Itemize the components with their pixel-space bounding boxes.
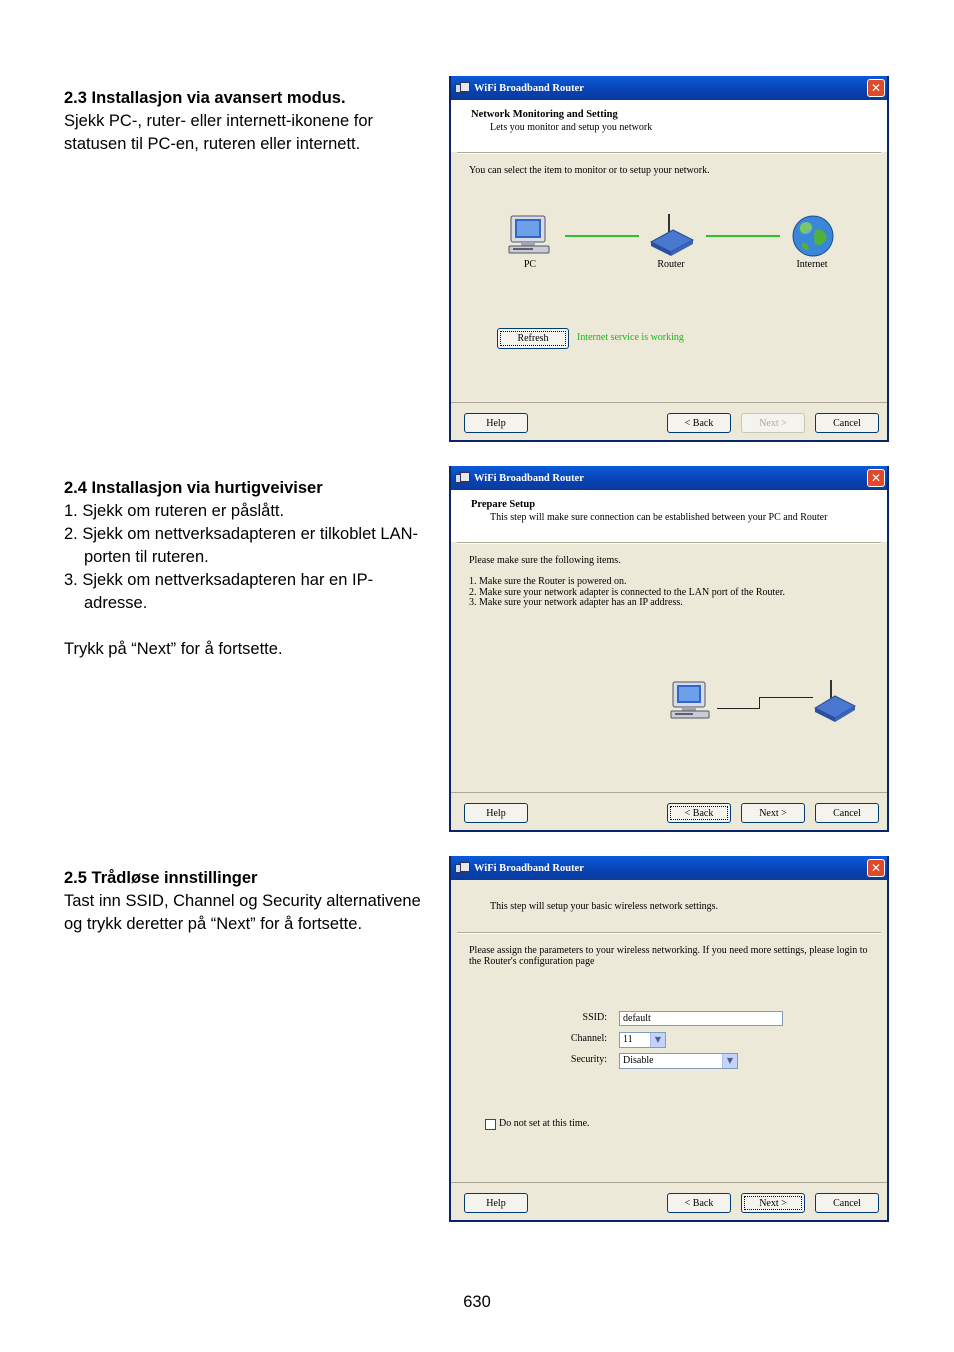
cable-line [717, 708, 760, 709]
divider [457, 542, 881, 544]
cable-line [759, 697, 760, 709]
section-footer: Trykk på “Next” for å fortsette. [64, 640, 283, 658]
cancel-button[interactable]: Cancel [815, 803, 879, 823]
next-button[interactable]: Next > [741, 803, 805, 823]
next-button[interactable]: Next > [741, 413, 805, 433]
intro-line: Please assign the parameters to your wireless networking. If you need more settings, please login to [469, 945, 868, 956]
header-title: Network Monitoring and Setting [471, 109, 618, 120]
cancel-button[interactable]: Cancel [815, 1193, 879, 1213]
check-list [469, 577, 785, 609]
wizard-header [451, 490, 887, 542]
header-subtitle: This step will setup your basic wireless network settings. [490, 901, 719, 912]
page-number: 630 [463, 1293, 491, 1311]
divider [451, 1182, 887, 1183]
section-2-5 [64, 867, 434, 936]
divider [457, 932, 881, 934]
title-bar[interactable] [451, 466, 887, 490]
list-item: 2. Make sure your network adapter is connected to the LAN port of the Router. [469, 586, 786, 598]
intro-line: the Router's configuration page [469, 955, 595, 967]
intro-text: You can select the item to monitor or to setup your network. [469, 165, 710, 176]
globe-icon[interactable] [791, 214, 835, 258]
app-icon [455, 472, 469, 484]
list-item: 1. Sjekk om ruteren er påslått. [64, 502, 285, 520]
refresh-button[interactable]: Refresh [497, 328, 569, 349]
divider [451, 402, 887, 403]
skip-checkbox-label: Do not set at this time. [499, 1118, 590, 1129]
section-body: Sjekk PC-, ruter- eller internett-ikonene for statusen til PC-en, ruteren eller internett. [64, 112, 374, 153]
list-item: 3. Make sure your network adapter has an IP address. [469, 597, 683, 608]
security-label: Security: [570, 1054, 607, 1065]
ssid-label: SSID: [582, 1012, 607, 1023]
dialog-wireless-settings [449, 856, 889, 1222]
header-subtitle: This step will make sure connection can be established between your PC and Router [490, 512, 828, 523]
channel-select[interactable] [619, 1032, 666, 1048]
help-button[interactable]: Help [464, 413, 528, 433]
list-item: 3. Sjekk om nettverksadapteren har en IP-adresse. [64, 571, 374, 612]
close-button[interactable] [867, 859, 885, 877]
window-title: WiFi Broadband Router [474, 82, 584, 94]
dialog-prepare-setup [449, 466, 889, 832]
section-heading: 2.4 Installasjon via hurtigveiviser [64, 479, 323, 497]
intro-text: Please make sure the following items. [469, 555, 621, 566]
section-2-4 [64, 477, 434, 661]
list-item: 1. Make sure the Router is powered on. [469, 576, 627, 587]
cancel-button[interactable]: Cancel [815, 413, 879, 433]
header-subtitle: Lets you monitor and setup you network [490, 122, 653, 133]
chevron-down-icon[interactable]: ▼ [722, 1054, 737, 1068]
back-button[interactable]: < Back [667, 803, 731, 823]
window-title: WiFi Broadband Router [474, 862, 584, 874]
help-button[interactable]: Help [464, 1193, 528, 1213]
channel-value: 11 [623, 1034, 633, 1045]
skip-checkbox[interactable] [485, 1119, 496, 1130]
router-icon [813, 678, 857, 722]
chevron-down-icon[interactable]: ▼ [650, 1033, 665, 1047]
section-2-3 [64, 87, 434, 156]
window-title: WiFi Broadband Router [474, 472, 584, 484]
pc-router-link [565, 235, 639, 237]
wizard-header [451, 100, 887, 152]
list-item: 2. Sjekk om nettverksadapteren er tilkoblet LAN-porten til ruteren. [64, 525, 419, 566]
dialog-network-monitoring [449, 76, 889, 442]
status-text: Internet service is working [577, 332, 684, 343]
section-body: Tast inn SSID, Channel og Security alternativene og trykk deretter på “Next” for å fortsette. [64, 892, 421, 933]
divider [451, 792, 887, 793]
internet-label: Internet [796, 259, 828, 270]
step-list [64, 500, 434, 615]
back-button[interactable]: < Back [667, 1193, 731, 1213]
section-heading: 2.5 Trådløse innstillinger [64, 869, 258, 887]
security-value: Disable [623, 1055, 654, 1066]
pc-label: PC [523, 259, 537, 270]
router-internet-link [706, 235, 780, 237]
back-button[interactable]: < Back [667, 413, 731, 433]
app-icon [455, 82, 469, 94]
help-button[interactable]: Help [464, 803, 528, 823]
channel-label: Channel: [570, 1033, 607, 1044]
pc-icon[interactable] [507, 214, 553, 256]
ssid-input[interactable]: default [619, 1011, 783, 1026]
pc-icon [669, 680, 711, 722]
intro-text [469, 946, 868, 967]
router-icon[interactable] [649, 212, 695, 256]
title-bar[interactable] [451, 856, 887, 880]
close-icon: ✕ [870, 861, 882, 875]
header-title: Prepare Setup [471, 499, 536, 510]
router-label: Router [657, 259, 685, 270]
wizard-header [451, 880, 887, 932]
app-icon [455, 862, 469, 874]
title-bar[interactable] [451, 76, 887, 100]
close-button[interactable] [867, 79, 885, 97]
next-button[interactable]: Next > [741, 1193, 805, 1213]
security-select[interactable] [619, 1053, 738, 1069]
close-icon: ✕ [870, 471, 882, 485]
close-icon: ✕ [870, 81, 882, 95]
close-button[interactable] [867, 469, 885, 487]
divider [457, 152, 881, 154]
cable-line [759, 697, 813, 698]
section-heading: 2.3 Installasjon via avansert modus. [64, 89, 346, 107]
